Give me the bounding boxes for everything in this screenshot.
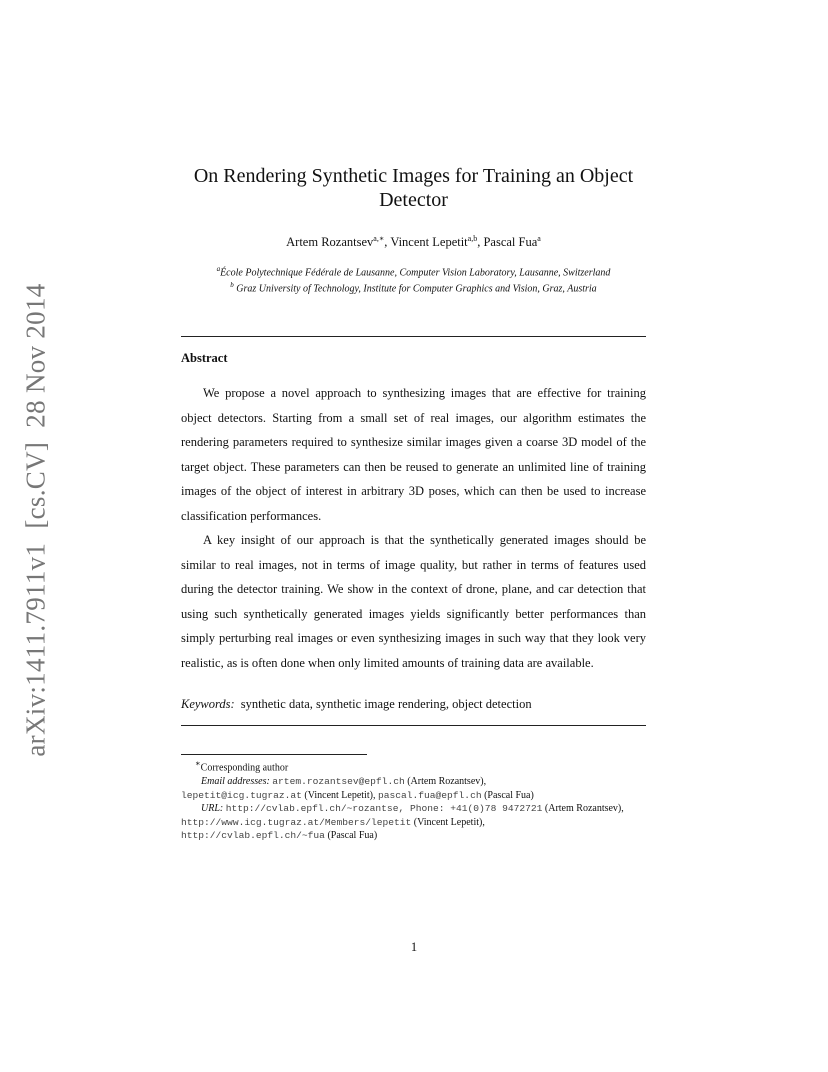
page-number: 1 <box>410 940 418 954</box>
keywords <box>181 697 646 712</box>
url-label: URL: <box>201 803 224 815</box>
author-list: Artem Rozantsev$^{a,∗}$, Vincent Lepetit$^{a,b}$, Pascal Fua$^a$ <box>286 234 541 250</box>
footnote-rule <box>181 754 367 755</box>
keywords-text: synthetic data, synthetic image rendering, object detection <box>240 697 532 711</box>
footnote-emails: Email addresses: artem.rozantsev@epfl.ch (Artem Rozantsev), lepetit@icg.tugraz.at (Vincent Lepetit), pascal.fua@epfl.ch (Pascal Fua) <box>181 775 534 801</box>
footnote-corresponding: ∗Corresponding author <box>195 759 289 774</box>
keywords-label: Keywords: <box>181 697 235 711</box>
author-name: Pascal Fua <box>483 235 538 250</box>
abstract-bottom-rule <box>181 725 646 726</box>
arxiv-category: [cs.CV] <box>20 441 51 529</box>
abstract-paragraph: A key insight of our approach is that the synthetically generated images should be similar to real images, not in terms of image quality, but rather in terms of features used during the detector training. We show in the context of drone, plane, and car detection that using such synthetically generated images yields significantly better performances than simply perturbing real images or even synthesizing images in such way that they look very realistic, as is often done when only limited amounts of training data are available. <box>181 533 646 670</box>
email-label: Email addresses: <box>201 775 270 787</box>
email-link-rozantsev[interactable]: artem.rozantsev@epfl.ch <box>272 775 405 787</box>
abstract-heading: Abstract <box>181 351 228 365</box>
author-marks: a <box>537 234 541 243</box>
author-marks: a,∗ <box>373 234 385 243</box>
author-marks: a,b <box>467 234 478 243</box>
abstract-top-rule <box>181 336 646 337</box>
footnote-urls: URL: http://cvlab.epfl.ch/~rozantse, Phone: +41(0)78 9472721 (Artem Rozantsev), http://www.icg.tugraz.at/Members/lepetit (Vincent Lepetit), http://cvlab.epfl.ch/~fua (Pascal Fua) <box>181 803 624 842</box>
affiliation-a: $^a$École Polytechnique Fédérale de Lausanne, Computer Vision Laboratory, Lausanne, Switzerland <box>216 265 611 279</box>
url-link-fua[interactable]: http://cvlab.epfl.ch/~fua <box>181 830 325 842</box>
abstract-body <box>181 381 646 675</box>
arxiv-id: arXiv:1411.7911v1 <box>20 542 51 757</box>
arxiv-date: 28 Nov 2014 <box>20 283 51 428</box>
url-link-rozantsev[interactable]: http://cvlab.epfl.ch/~rozantse, Phone: +41(0)78 9472721 <box>225 803 543 815</box>
email-link-fua[interactable]: pascal.fua@epfl.ch <box>377 789 482 801</box>
footnotes <box>181 757 646 843</box>
author-name: Artem Rozantsev <box>286 235 374 250</box>
author-name: Vincent Lepetit <box>390 235 468 250</box>
affiliations <box>181 263 646 296</box>
affiliation-b: $^b$ Graz University of Technology, Institute for Computer Graphics and Vision, Graz, Austria <box>230 281 597 295</box>
arxiv-stamp <box>21 283 52 756</box>
paper-title: On Rendering Synthetic Images for Training an Object Detector <box>193 165 634 211</box>
url-link-lepetit[interactable]: http://www.icg.tugraz.at/Members/lepetit <box>181 816 412 828</box>
email-link-lepetit[interactable]: lepetit@icg.tugraz.at <box>181 789 302 801</box>
abstract-paragraph: We propose a novel approach to synthesizing images that are effective for training object detectors. Starting from a small set of real images, our algorithm estimates the rendering parameters required to synthesize similar images given a coarse 3D model of the target object. These parameters can then be reused to generate an unlimited line of training images of the object of interest in arbitrary 3D poses, which can then be used to increase classification performances. <box>181 386 646 523</box>
